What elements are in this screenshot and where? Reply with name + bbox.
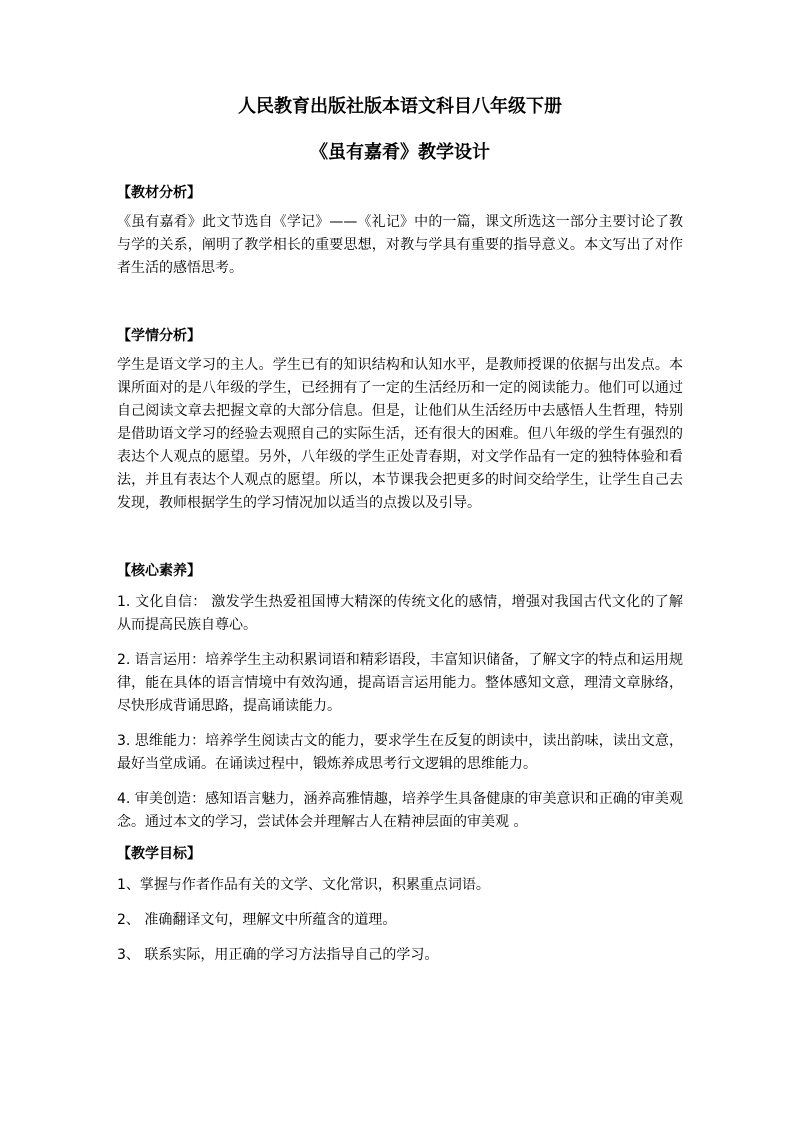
core-literacy-item-cultural-confidence: 1. 文化自信： 激发学生热爱祖国博大精深的传统文化的感情，增强对我国古代文化的了解从而提高民族自尊心。 <box>117 594 683 633</box>
teaching-objective-item: 1、掌握与作者作品有关的文学、文化常识，积累重点词语。 <box>117 877 490 893</box>
core-literacy-item-aesthetic-creation: 4. 审美创造：感知语言魅力，涵养高雅情趣，培养学生具备健康的审美意识和正确的审美观念。通过本文的学习，尝试体会并理解古人在精神层面的审美观 。 <box>117 791 683 830</box>
teaching-objectives-heading: 【教学目标】 <box>117 846 201 862</box>
teaching-objective-item: 2、 准确翻译文句，理解文中所蕴含的道理。 <box>117 912 397 928</box>
teaching-objective-item: 3、 联系实际，用正确的学习方法指导自己的学习。 <box>117 947 439 963</box>
core-literacy-item-thinking-ability: 3. 思维能力：培养学生阅读古文的能力，要求学生在反复的朗读中，读出韵味，读出文意，最好当堂成诵。在诵读过程中，锻炼养成思考行文逻辑的思维能力。 <box>117 733 683 772</box>
core-literacy-item-language-use: 2. 语言运用：培养学生主动积累词语和精彩语段，丰富知识储备，了解文字的特点和运用规律，能在具体的语言情境中有效沟通，提高语言运用能力。整体感知文意，理清文章脉络，尽快形成背诵思路，提高诵读能力。 <box>117 652 683 714</box>
student-analysis-text: 学生是语文学习的主人。学生已有的知识结构和认知水平，是教师授课的依据与出发点。本课所面对的是八年级的学生，已经拥有了一定的生活经历和一定的阅读能力。他们可以通过自己阅读文章去把握文章的大部分信息。但是，让他们从生活经历中去感悟人生哲理，特别是借助语文学习的经验去观照自己的实际生活，还有很大的困难。但八年级的学生有强烈的表达个人观点的愿望。另外，八年级的学生正处青春期，对文学作品有一定的独特体验和看法，并且有表达个人观点的愿望。所以，本节课我会把更多的时间交给学生，让学生自己去发现，教师根据学生的学习情况加以适当的点拨以及引导。 <box>117 357 683 511</box>
textbook-analysis-text: 《虽有嘉肴》此文节选自《学记》——《礼记》中的一篇，课文所选这一部分主要讨论了教与学的关系，阐明了教学相长的重要思想，对教与学具有重要的指导意义。本文写出了对作者生活的感悟思考。 <box>117 214 683 276</box>
core-literacy-heading: 【核心素养】 <box>117 563 201 579</box>
student-analysis-heading: 【学情分析】 <box>117 328 201 344</box>
lesson-title: 《虽有嘉肴》教学设计 <box>310 142 490 163</box>
textbook-analysis-heading: 【教材分析】 <box>117 185 201 201</box>
document-content <box>117 95 683 967</box>
publisher-title: 人民教育出版社版本语文科目八年级下册 <box>238 96 562 117</box>
